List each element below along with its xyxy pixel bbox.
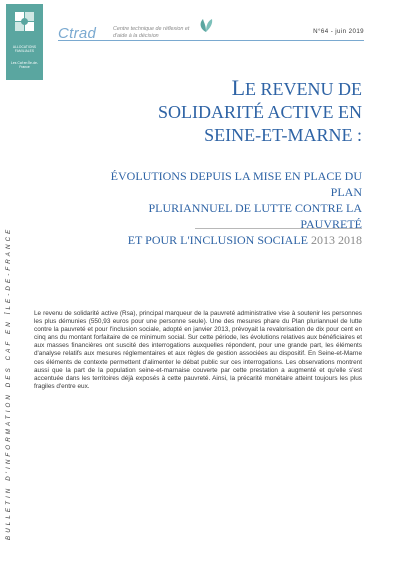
logo-line-caf-idf: Les Caf en Île-de-France <box>11 61 38 70</box>
caf-logo <box>6 4 43 80</box>
page-title <box>110 76 362 147</box>
brand-tagline: Centre technique de réflexion et d'aide à la décision <box>113 26 190 39</box>
intro-paragraph: Le revenu de solidarité active (Rsa), principal marqueur de la pauvreté administrative vise à soutenir les personnes les plus démunies (550,93 euros pour une personne seule). Une des mesures phare du Plan pluriannuel de lutte contre la pauvreté et pour l'inclusion sociale, adopté en janvier 2013, prévoyait la revalorisation de dix pour cent en cinq ans du montant forfaitaire de ce minimum social. Sur cette période, les évolutions relatives aux bénéficiaires et aux masses financières ont suscité des interrogations auxquelles répondent, pour une grande part, les éléments d'analyse relatifs aux mesures réglementaires et aux règles de gestion associées au dispositif. En Seine-et-Marne ces éléments de contexte permettent d'alimenter le débat public sur ces interrogations. Les observations montrent aussi que la part de la population seine-et-marnaise couverte par cette prestation a augmenté et qu'elle s'est accentuée dans les territoires déjà exposés à cette pauvreté. Ainsi, la précarité monétaire atteint toujours les plus fragiles d'entre eux. <box>34 310 362 390</box>
subtitle-years: 2013 2018 <box>311 233 362 247</box>
subtitle-line-2: PLURIANNUEL DE LUTTE CONTRE LA PAUVRETÉ <box>148 201 362 231</box>
logo-line-allocations: ALLOCATIONS FAMILIALES <box>12 45 37 53</box>
header-divider <box>58 40 364 41</box>
subtitle-line-3: ET POUR L'INCLUSION SOCIALE 2013 2018 <box>127 233 362 247</box>
title-line-1: LE REVENU DE <box>231 75 362 100</box>
issue-number: N°64 - juin 2019 <box>313 28 364 35</box>
leaf-icon <box>197 17 215 33</box>
title-divider <box>195 228 362 229</box>
title-line-3: SEINE-ET-MARNE : <box>204 125 362 145</box>
page-subtitle <box>110 168 362 248</box>
brand-ctrad: Ctrad <box>58 25 97 42</box>
side-bulletin-label: BULLETIN D'INFORMATION DES CAF EN ÎLE-DE-FRANCE <box>5 226 12 540</box>
title-line-2: SOLIDARITÉ ACTIVE EN <box>158 102 362 122</box>
subtitle-line-1: ÉVOLUTIONS DEPUIS LA MISE EN PLACE DU PLAN <box>110 169 362 199</box>
caf-emblem-icon <box>14 10 35 32</box>
